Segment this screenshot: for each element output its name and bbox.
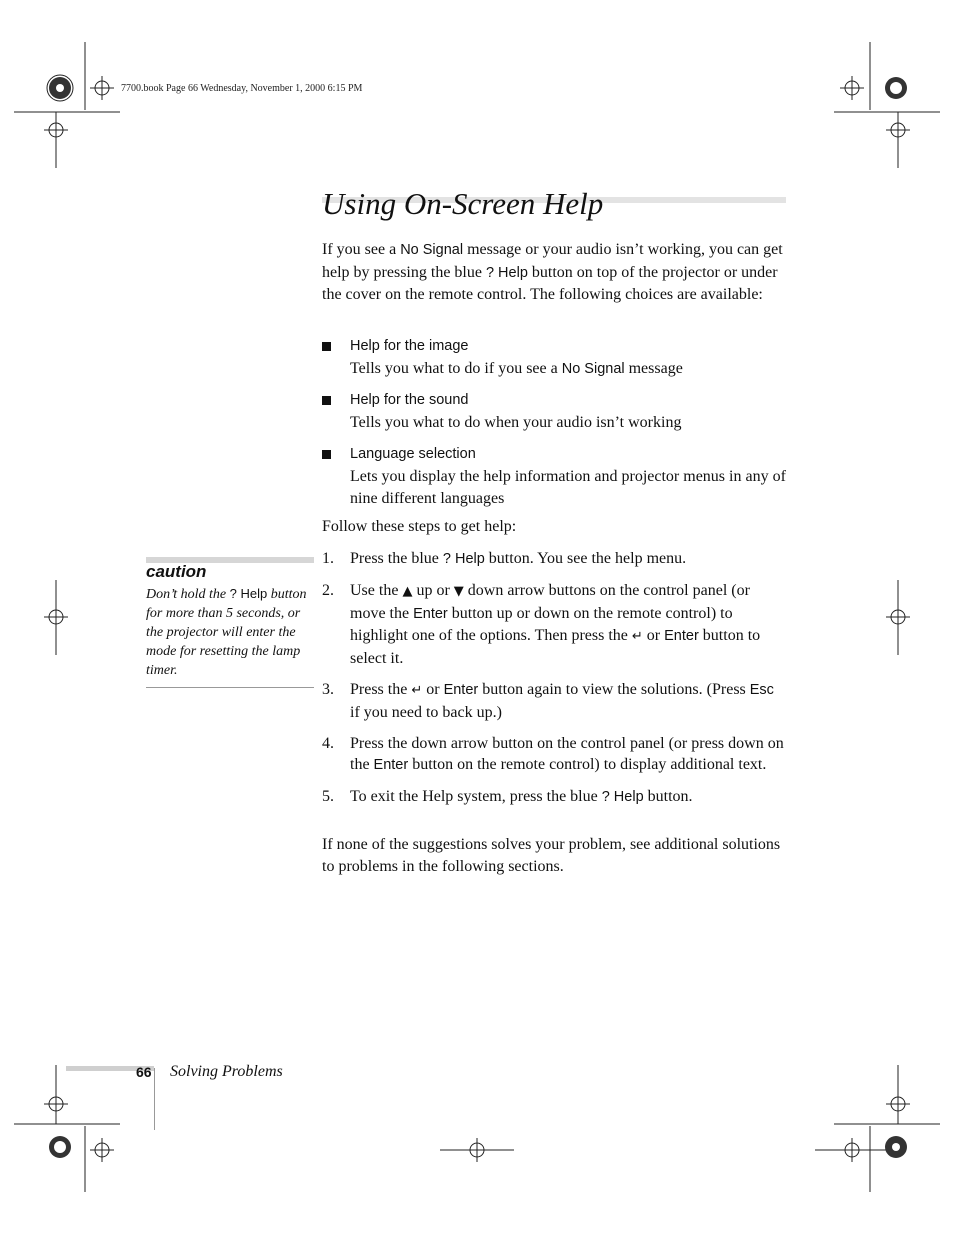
choice-description: Tells you what to do if you see a No Signal message [350,359,683,377]
return-arrow-icon: ↵ [631,629,643,645]
help-choices-list [322,336,786,520]
choice-description: Lets you display the help information and projector menus in any of nine different languages [350,467,786,507]
list-item [322,336,786,380]
step-number: 2. [322,582,334,600]
help-key: ? Help [485,264,528,281]
caution-text: Don’t hold the ? Help button for more than 5 seconds, or the projector will enter the mode for resetting the lamp timer. [146,586,307,678]
step-number: 1. [322,550,334,567]
choice-label: Help for the sound [350,392,469,409]
print-header: 7700.book Page 66 Wednesday, November 1, 2000 6:15 PM [121,83,363,94]
step-number: 5. [322,788,334,806]
list-item [322,390,786,434]
choice-description: Tells you what to do when your audio isn’t working [350,413,682,431]
closing-paragraph: If none of the suggestions solves your problem, see additional solutions to problems in the following sections. [322,836,781,875]
footer-divider [154,1068,155,1130]
step-number: 3. [322,680,334,698]
down-arrow-icon: ▼ [453,584,464,600]
section-name: Solving Problems [170,1063,283,1080]
no-signal-key: No Signal [400,242,464,258]
step-item: 1. Press the blue ? Help button. You see the help menu. [322,548,786,571]
step-item: 3. Press the ↵ or Enter button again to view the solutions. (Press Esc if you need to back up.) [322,680,774,721]
list-item [322,444,786,510]
caution-divider [146,687,314,688]
choice-label: Help for the image [350,338,469,354]
bullet-square-icon [322,396,331,405]
step-item: 5. To exit the Help system, press the blue ? Help button. [322,786,786,809]
up-arrow-icon: ▲ [402,584,413,600]
bullet-square-icon [322,342,331,351]
page-title: Using On-Screen Help [322,186,604,221]
page-number: 66 [136,1064,152,1080]
step-item: 2. Use the ▲ up or ▼ down arrow buttons on the control panel (or move the Enter button up or down on the remote control) to highlight one of the options. Then press the ↵ or Enter button to select it. [322,582,761,667]
choice-label: Language selection [350,446,476,463]
caution-title: caution [146,562,207,581]
steps-intro: Follow these steps to get help: [322,518,517,535]
intro-paragraph: If you see a No Signal message or your audio isn’t working, you can get help by pressing the blue ? Help button on top of the projector or under the cover on the remote control. The following choices are available: [322,241,783,304]
bullet-square-icon [322,450,331,459]
step-item: 4. Press the down arrow button on the control panel (or press down on the Enter button on the remote control) to display additional text. [322,734,784,774]
steps-list [322,548,786,818]
step-number: 4. [322,734,334,752]
return-arrow-icon: ↵ [411,682,423,698]
